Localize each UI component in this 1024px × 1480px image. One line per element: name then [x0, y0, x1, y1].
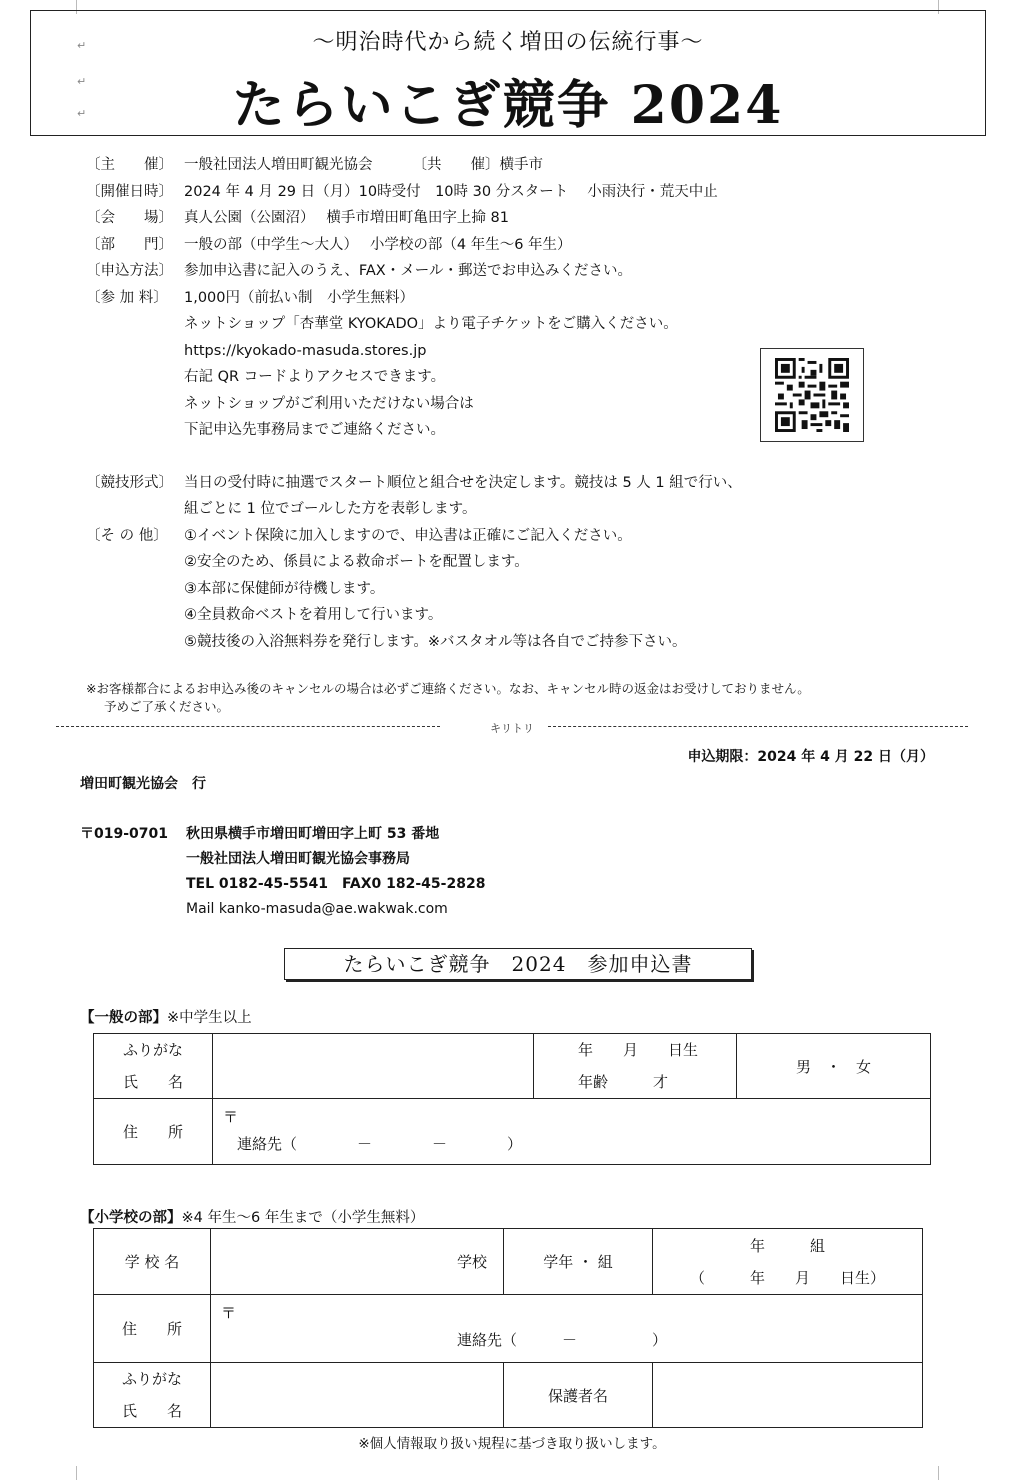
grade-class-label: 学年 ・ 組 [543, 1253, 613, 1271]
birth-value: （ 年 月 日生） [689, 1268, 885, 1287]
other-line: ④全員救命ベストを着用して行います。 [184, 607, 443, 623]
date-row [86, 179, 966, 206]
general-heading-note: ※中学生以上 [167, 1010, 252, 1026]
date-label: 〔開催日時〕 [86, 183, 173, 200]
cohost-label: 〔共 催〕 [412, 157, 500, 173]
address-input-cell[interactable] [211, 1295, 923, 1363]
header-title: たらいこぎ競争 2024 [232, 75, 784, 136]
other-line: ③本部に保健師が待機します。 [184, 580, 385, 597]
crop-mark [938, 1466, 939, 1480]
qr-code-graphic [775, 358, 849, 432]
cut-label: キリトリ [490, 722, 534, 735]
address-input-cell[interactable] [213, 1099, 931, 1165]
venue-label: 〔会 場〕 [86, 210, 173, 226]
paragraph-mark: ↵ [77, 75, 87, 88]
general-form-table [93, 1033, 931, 1165]
guardian-input-cell[interactable] [653, 1363, 923, 1428]
elementary-section-title [80, 1206, 424, 1227]
recipient-block [80, 772, 485, 922]
other-line: ⑤競技後の入浴無料券を発行します。※バスタオル等は各自でご持参下さい。 [184, 633, 687, 650]
contact-field: 連絡先（ － ） [457, 1331, 668, 1349]
grade-class-input-cell[interactable] [653, 1229, 923, 1295]
format-row [86, 470, 966, 497]
date-value: 2024 年 4 月 29 日（月）10時受付 10時 30 分スタート 小雨決行・荒天中止 [184, 183, 718, 200]
school-name-label: 学 校 名 [124, 1252, 180, 1271]
gender-options: 男 ・ 女 [795, 1057, 871, 1076]
division-label: 〔部 門〕 [86, 236, 173, 253]
privacy-note: ※個人情報取り扱い規程に基づき取り扱いします。 [358, 1436, 666, 1452]
address-label-cell [94, 1099, 213, 1165]
apply-row [86, 258, 966, 285]
postal-mark: 〒 [221, 1304, 237, 1322]
format-line: 組ごとに 1 位でゴールした方を表彰します。 [184, 501, 477, 517]
division-row [86, 232, 966, 259]
school-label-cell [94, 1229, 211, 1295]
organizer-row [86, 152, 966, 179]
school-name-input-cell[interactable] [211, 1229, 504, 1295]
postal-mark: 〒 [223, 1108, 239, 1126]
address-row [80, 822, 485, 847]
name-label-cell [94, 1034, 213, 1099]
paragraph-mark: ↵ [77, 107, 87, 120]
header-subtitle: ～明治時代から続く増田の伝統行事～ [312, 30, 704, 55]
name-label: 氏 名 [121, 1402, 182, 1420]
elementary-form-table [93, 1228, 923, 1428]
grade-value: 年 組 [749, 1236, 825, 1255]
fee-value: 1,000円（前払い制 小学生無料） [184, 289, 415, 306]
other-line: ②安全のため、係員による救命ボートを配置します。 [184, 554, 529, 570]
crop-mark [76, 1466, 77, 1480]
child-name-input-cell[interactable] [211, 1363, 504, 1428]
other-row [86, 523, 966, 550]
name-label: 氏 名 [122, 1073, 183, 1091]
grade-class-label-cell [504, 1229, 653, 1295]
cut-line [56, 720, 968, 740]
child-name-label-cell [94, 1363, 211, 1428]
address-label: 住 所 [122, 1122, 183, 1141]
fee-line: ネットショップがご利用いただけない場合は [184, 395, 474, 412]
dashed-line [548, 726, 968, 727]
office-mail-link[interactable]: Mail kanko-masuda@ae.wakwak.com [186, 901, 448, 917]
postal-code: 〒019-0701 [80, 826, 168, 842]
fee-row [86, 285, 966, 312]
fee-line: 下記申込先事務局までご連絡ください。 [184, 422, 445, 438]
format-label: 〔競技形式〕 [86, 474, 173, 491]
general-heading: 【一般の部】 [80, 1010, 167, 1026]
cancel-note-line: 予めご了承ください。 [104, 699, 230, 714]
fee-line: ネットショップ「杏華堂 KYOKADO」より電子チケットをご購入ください。 [184, 316, 678, 332]
venue-row [86, 205, 966, 232]
form-title: たらいこぎ競争 2024 参加申込書 [284, 948, 752, 980]
cancel-note-line: ※お客様都合によるお申込み後のキャンセルの場合は必ずご連絡ください。なお、キャンセル時の返金はお受けしておりません。 [86, 681, 810, 696]
fee-label: 〔参 加 料〕 [86, 289, 168, 306]
fee-line: 右記 QR コードよりアクセスできます。 [184, 369, 446, 385]
elementary-heading-note: ※4 年生～6 年生まで（小学生無料） [181, 1210, 425, 1226]
birth-age-cell[interactable] [534, 1034, 737, 1099]
recipient-to: 増田町観光協会 行 [80, 776, 206, 792]
shop-url-link[interactable]: https://kyokado-masuda.stores.jp [184, 342, 427, 359]
office-tel-fax: TEL 0182-45-5541 FAX0 182-45-2828 [186, 876, 486, 892]
format-value: 当日の受付時に抽選でスタート順位と組合せを決定します。競技は 5 人 1 組で行い、 [184, 474, 742, 491]
furigana-label: ふりがな [121, 1370, 182, 1388]
qr-code-icon[interactable] [760, 348, 864, 442]
cohost-value: 横手市 [499, 157, 543, 173]
name-input-cell[interactable] [213, 1034, 534, 1099]
furigana-label: ふりがな [122, 1041, 183, 1059]
guardian-label: 保護者名 [547, 1386, 608, 1405]
header-box [30, 10, 986, 136]
birth-label: 年 月 日生 [578, 1041, 699, 1059]
office-address: 秋田県横手市増田町増田字上町 53 番地 [186, 826, 440, 842]
other-value: ①イベント保険に加入しますので、申込書は正確にご記入ください。 [184, 527, 632, 544]
general-section-title [80, 1006, 252, 1027]
division-value: 一般の部（中学生～大人） 小学校の部（4 年生～6 年生） [184, 236, 572, 253]
apply-value: 参加申込書に記入のうえ、FAX・メール・郵送でお申込みください。 [184, 263, 632, 279]
elementary-heading: 【小学校の部】 [80, 1210, 182, 1226]
office-name: 一般社団法人増田町観光協会事務局 [186, 851, 410, 867]
application-deadline: 申込期限：2024 年 4 月 22 日（月） [687, 749, 934, 765]
organizer-value: 一般社団法人増田町観光協会 [184, 157, 373, 173]
other-label: 〔そ の 他〕 [86, 527, 168, 544]
gender-cell[interactable] [737, 1034, 931, 1099]
address-label-cell [94, 1295, 211, 1363]
school-suffix: 学校 [456, 1253, 487, 1271]
apply-label: 〔申込方法〕 [86, 263, 173, 279]
cancel-note [86, 680, 966, 716]
contact-field: 連絡先（ － － ） [237, 1135, 523, 1153]
guardian-label-cell [504, 1363, 653, 1428]
venue-value: 真人公園（公園沼） 横手市増田町亀田字上掵 81 [184, 210, 509, 226]
address-label: 住 所 [121, 1319, 182, 1338]
organizer-label: 〔主 催〕 [86, 157, 173, 173]
age-label: 年齢 才 [578, 1073, 669, 1091]
paragraph-mark: ↵ [77, 39, 87, 52]
